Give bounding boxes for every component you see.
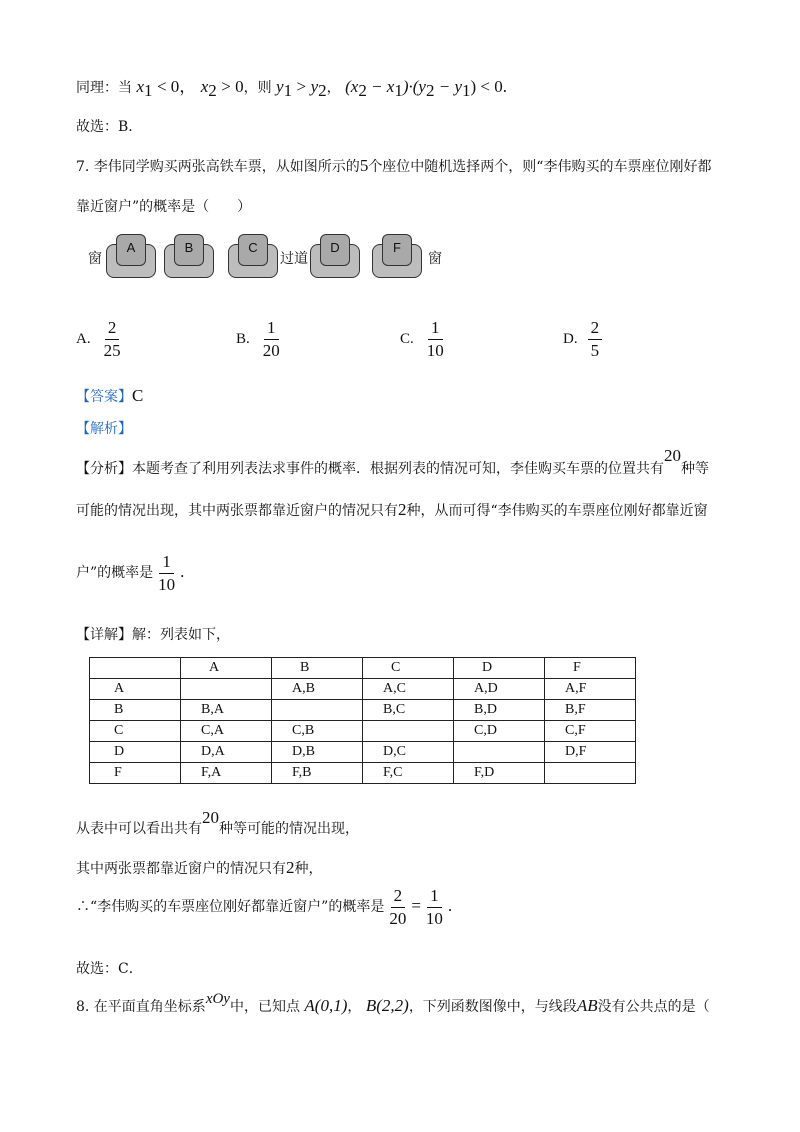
- seat-label: B: [184, 240, 194, 255]
- expr: )·(y: [402, 77, 426, 96]
- table-cell: D,C: [363, 742, 454, 763]
- table-cell: C: [363, 658, 454, 679]
- var: y: [276, 77, 284, 96]
- aisle-label: 过道: [280, 251, 308, 267]
- table-cell: A,D: [454, 679, 545, 700]
- concl-line2: [76, 858, 323, 878]
- table-cell: [90, 658, 181, 679]
- expr: − x: [366, 77, 395, 96]
- denominator: 10: [426, 340, 444, 360]
- text: 种等: [681, 461, 709, 477]
- denominator: 25: [103, 340, 121, 360]
- seat-c-icon: [228, 234, 278, 278]
- op: >: [296, 77, 307, 96]
- number: 20: [202, 808, 219, 827]
- text: 可能的情况出现，其中两张票都靠近窗户的情况只有: [76, 503, 398, 519]
- denominator: 20: [389, 908, 407, 928]
- sub: 1: [462, 80, 471, 100]
- window-left-label: 窗: [88, 251, 102, 267]
- q7-line1: [76, 156, 711, 176]
- seat-b-icon: [164, 234, 214, 278]
- table-cell: [272, 700, 363, 721]
- number: 2: [398, 500, 407, 519]
- expr: (x: [345, 77, 359, 96]
- table-cell: C,A: [181, 721, 272, 742]
- table-cell: C,D: [454, 721, 545, 742]
- table-cell: B,A: [181, 700, 272, 721]
- table-cell: A: [90, 679, 181, 700]
- answer-value: C: [132, 386, 144, 405]
- numerator: 2: [105, 318, 120, 340]
- denominator: 5: [590, 340, 600, 360]
- fraction: [155, 552, 178, 594]
- point-a: A(0,1): [304, 996, 348, 1015]
- text: 中，已知点: [229, 999, 300, 1015]
- table-cell: F: [545, 658, 636, 679]
- denominator: 10: [158, 574, 176, 594]
- text: 其中两张票都靠近窗户的情况只有: [76, 861, 286, 877]
- text: 8. 在平面直角坐标系: [76, 999, 206, 1015]
- var: x: [136, 77, 144, 96]
- number: 20: [664, 446, 681, 465]
- text: 没有公共点的是（: [597, 999, 710, 1015]
- analysis-tag: [76, 418, 132, 438]
- q7-line2: 靠近窗户”的概率是（ ）: [76, 199, 252, 215]
- table-cell: [181, 679, 272, 700]
- fraction: [423, 886, 446, 928]
- xiangjie-line: [76, 624, 230, 644]
- table-cell: F: [90, 763, 181, 784]
- table-cell: B: [90, 700, 181, 721]
- seat-a-icon: [106, 234, 156, 278]
- var: x: [200, 77, 209, 96]
- table-cell: B,F: [545, 700, 636, 721]
- number: 5: [359, 156, 369, 175]
- seat-label: A: [126, 240, 136, 255]
- coord-system: xOy: [205, 991, 230, 1007]
- sub: 1: [283, 80, 293, 100]
- numerator: 1: [159, 552, 174, 574]
- relation: < 0，: [156, 77, 197, 96]
- table-cell: D: [454, 658, 545, 679]
- analysis-label: 【解析】: [76, 421, 132, 437]
- text: 户”的概率是: [76, 565, 154, 582]
- table-cell: B,C: [363, 700, 454, 721]
- segment: AB: [576, 996, 598, 1015]
- table-cell: [454, 742, 545, 763]
- text: .: [180, 562, 185, 582]
- table-cell: D,F: [545, 742, 636, 763]
- numerator: 2: [391, 886, 406, 908]
- fraction: [101, 318, 124, 360]
- fraction: [424, 318, 447, 360]
- text: 种，从而可得“李伟购买的车票座位刚好都靠近窗: [406, 503, 708, 519]
- xiangjie-tag: 【详解】: [76, 627, 132, 643]
- fraction: [386, 886, 409, 928]
- numerator: 1: [264, 318, 279, 340]
- fenxi-line1: [76, 446, 709, 478]
- point-b: B(2,2): [365, 996, 409, 1015]
- relation: > 0: [221, 77, 244, 96]
- text: 本题考查了利用列表法求事件的概率．根据列表的情况可知，李佳购买车票的位置共有: [132, 461, 664, 477]
- numerator: 1: [428, 318, 443, 340]
- table-cell: D: [90, 742, 181, 763]
- outcome-table: [89, 657, 636, 784]
- choice-b-line: 故选：B.: [76, 119, 133, 135]
- text: ，: [326, 80, 341, 96]
- table-cell: B,D: [454, 700, 545, 721]
- seat-f-icon: [372, 234, 422, 278]
- fenxi-tag: 【分析】: [76, 461, 132, 477]
- var: y: [310, 77, 319, 96]
- option-label: A.: [76, 330, 91, 347]
- answer-tag: 【答案】: [76, 389, 132, 405]
- text: 7. 李伟同学购买两张高铁车票，从如图所示的: [76, 159, 360, 175]
- table-cell: F,D: [454, 763, 545, 784]
- equals: =: [411, 896, 421, 916]
- table-cell: [363, 721, 454, 742]
- condition-line: [76, 72, 507, 101]
- numerator: 2: [588, 318, 603, 340]
- option-d: [563, 318, 604, 360]
- seat-label: C: [248, 240, 258, 255]
- denominator: 10: [425, 908, 443, 928]
- table-cell: B: [272, 658, 363, 679]
- table-header-row: [90, 658, 636, 679]
- table-cell: A,F: [545, 679, 636, 700]
- fraction: [260, 318, 283, 360]
- text: ∴“李伟购买的车票座位刚好都靠近窗户”的概率是: [76, 899, 385, 916]
- sub: 2: [208, 80, 217, 100]
- option-b: [236, 318, 285, 360]
- expr: − y: [434, 77, 462, 96]
- table-cell: A,B: [272, 679, 363, 700]
- table-cell: C,F: [545, 721, 636, 742]
- table-cell: [545, 763, 636, 784]
- sub: 2: [358, 80, 367, 100]
- text: ，下列函数图像中，与线段: [408, 999, 577, 1015]
- denominator: 20: [262, 340, 280, 360]
- table-row: [90, 721, 636, 742]
- table-cell: A,C: [363, 679, 454, 700]
- text: .: [447, 896, 453, 916]
- concl-line1: [76, 808, 359, 838]
- sub: 1: [144, 80, 153, 100]
- table-cell: A: [181, 658, 272, 679]
- option-c: [400, 318, 449, 360]
- seat-label: D: [330, 240, 340, 255]
- fraction: [588, 318, 603, 360]
- table-cell: F,B: [272, 763, 363, 784]
- expr: ) < 0: [470, 77, 503, 96]
- seat-d-icon: [310, 234, 360, 278]
- q8-line: [76, 991, 710, 1016]
- seat-label: F: [393, 240, 401, 255]
- number: 2: [286, 858, 295, 877]
- text: ，: [347, 999, 362, 1015]
- text: 种，: [294, 861, 323, 877]
- text: .: [502, 77, 507, 96]
- sub: 2: [425, 80, 435, 100]
- table-cell: D,A: [181, 742, 272, 763]
- table-cell: C,B: [272, 721, 363, 742]
- fenxi-line3: [76, 552, 184, 594]
- window-right-label: 窗: [428, 251, 442, 267]
- sub: 2: [318, 80, 327, 100]
- table-row: [90, 742, 636, 763]
- concl-line3: [76, 886, 452, 928]
- table-cell: F,C: [363, 763, 454, 784]
- choice-c-line: 故选：C．: [76, 961, 143, 977]
- sub: 1: [394, 80, 403, 100]
- table-cell: F,A: [181, 763, 272, 784]
- text: 同理：当: [76, 80, 132, 96]
- text: ，则: [243, 80, 272, 96]
- answer-line: [76, 386, 143, 406]
- table-row: [90, 763, 636, 784]
- fenxi-line2: [76, 500, 708, 520]
- table-cell: C: [90, 721, 181, 742]
- text: 种等可能的情况出现，: [219, 821, 359, 837]
- option-label: D.: [563, 330, 578, 347]
- option-label: B.: [236, 330, 250, 347]
- text: 个座位中随机选择两个，则“李伟购买的车票座位刚好都: [368, 159, 712, 175]
- text: 解：列表如下，: [132, 627, 230, 643]
- text: 从表中可以看出共有: [76, 821, 202, 837]
- table-row: [90, 679, 636, 700]
- table-row: [90, 700, 636, 721]
- table-cell: D,B: [272, 742, 363, 763]
- option-a: [76, 318, 126, 360]
- option-label: C.: [400, 330, 414, 347]
- numerator: 1: [427, 886, 442, 908]
